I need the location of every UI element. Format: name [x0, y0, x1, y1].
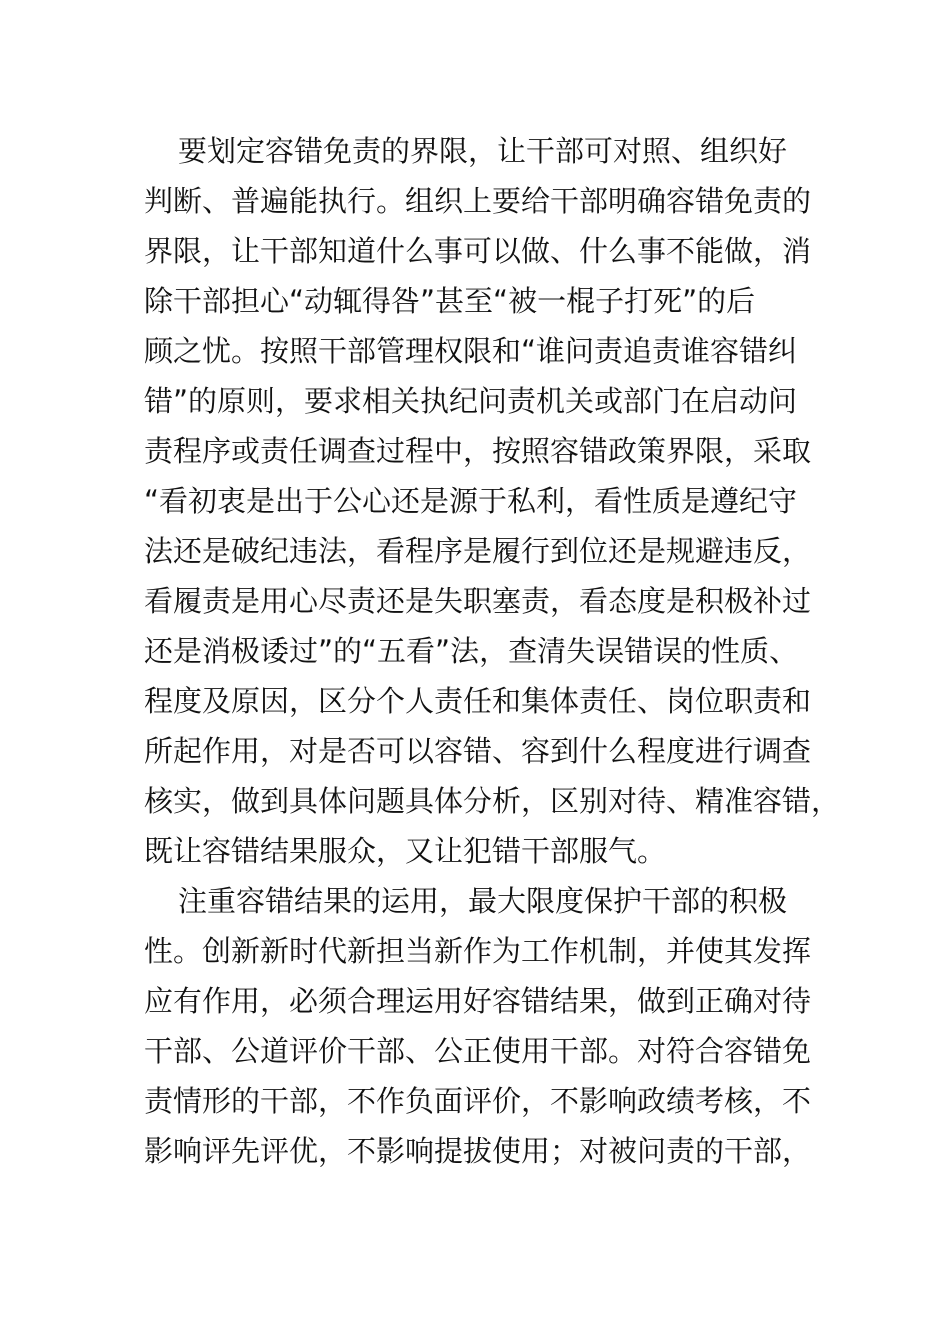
paragraph-line: 应有作用，必须合理运用好容错结果，做到正确对待 — [144, 984, 812, 1018]
paragraph-line: 所起作用，对是否可以容错、容到什么程度进行调查 — [144, 734, 812, 768]
paragraph-line: 要划定容错免责的界限，让干部可对照、组织好 — [178, 134, 788, 168]
paragraph-line: 顾之忧。按照干部管理权限和“谁问责追责谁容错纠 — [144, 334, 798, 368]
paragraph-line: 除干部担心“动辄得咎”甚至“被一棍子打死”的后 — [144, 284, 756, 318]
paragraph-line: 责情形的干部，不作负面评价，不影响政绩考核，不 — [144, 1084, 812, 1118]
paragraph-line: 影响评先评优，不影响提拔使用；对被问责的干部， — [144, 1134, 812, 1168]
paragraph-line: 既让容错结果服众，又让犯错干部服气。 — [144, 834, 667, 868]
paragraph-line: 核实，做到具体问题具体分析，区别对待、精准容错， — [144, 784, 841, 818]
paragraph-line: 程度及原因，区分个人责任和集体责任、岗位职责和 — [144, 684, 812, 718]
paragraph-line: 干部、公道评价干部、公正使用干部。对符合容错免 — [144, 1034, 812, 1068]
paragraph-1 — [144, 126, 841, 876]
paragraph-line: 界限，让干部知道什么事可以做、什么事不能做，消 — [144, 234, 812, 268]
paragraph-line: 性。创新新时代新担当新作为工作机制，并使其发挥 — [144, 934, 812, 968]
paragraph-line: 注重容错结果的运用，最大限度保护干部的积极 — [178, 884, 788, 918]
paragraph-line: 责程序或责任调查过程中，按照容错政策界限，采取 — [144, 434, 812, 468]
paragraph-line: 看履责是用心尽责还是失职塞责，看态度是积极补过 — [144, 584, 812, 618]
paragraph-line: 还是消极诿过”的“五看”法，查清失误错误的性质、 — [144, 634, 799, 668]
paragraph-line: 错”的原则，要求相关执纪问责机关或部门在启动问 — [144, 384, 798, 418]
paragraph-2 — [144, 876, 824, 1176]
paragraph-line: “看初衷是出于公心还是源于私利，看性质是遵纪守 — [144, 484, 798, 518]
paragraph-line: 法还是破纪违法，看程序是履行到位还是规避违反， — [144, 534, 812, 568]
paragraph-line: 判断、普遍能执行。组织上要给干部明确容错免责的 — [144, 184, 812, 218]
